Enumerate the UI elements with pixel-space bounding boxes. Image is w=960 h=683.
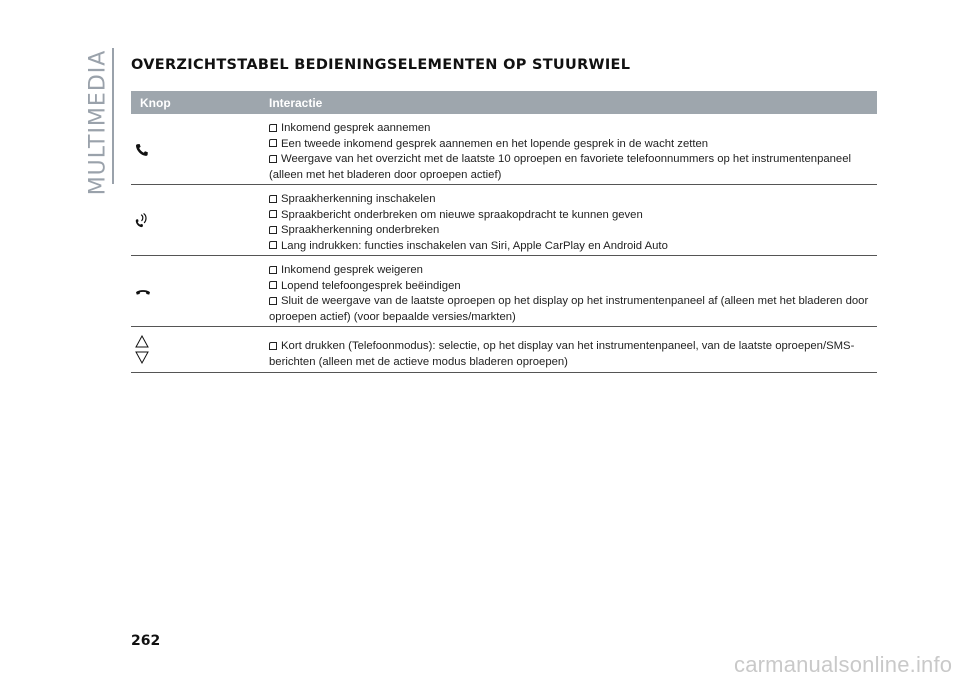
- bullet-icon: [269, 281, 277, 289]
- table-row: [131, 327, 877, 373]
- list-item: Spraakherkenning onderbreken: [269, 223, 877, 239]
- bullet-icon: [269, 155, 277, 163]
- header-interactie: Interactie: [269, 95, 323, 110]
- page-title: OVERZICHTSTABEL BEDIENINGSELEMENTEN OP STUURWIEL: [131, 57, 631, 73]
- table-row: [131, 185, 877, 256]
- list-item: Sluit de weergave van de laatste oproepen op het display op het instrumentenpaneel af (alleen met het bladeren door oproepen actief) (voor bepaalde versies/markten): [269, 295, 869, 323]
- section-rule: [112, 48, 114, 184]
- knop-cell: [131, 192, 269, 249]
- table-header: [131, 91, 877, 114]
- list-item: Kort drukken (Telefoonmodus): selectie, op het display van het instrumentenpaneel, van de laatste oproepen/SMS-berichten (alleen met de actieve modus bladeren oproepen): [269, 340, 855, 368]
- page-number: 262: [131, 633, 161, 649]
- table-row: [131, 256, 877, 327]
- watermark: carmanualsonline.info: [734, 652, 953, 677]
- interactie-cell: [269, 121, 877, 181]
- interactie-cell: [269, 263, 877, 323]
- list-item: Inkomend gesprek aannemen: [269, 121, 877, 137]
- knop-cell: [131, 263, 269, 320]
- interactie-cell: [269, 334, 877, 366]
- knop-cell: [131, 121, 269, 178]
- bullet-icon: [269, 210, 277, 218]
- section-label: MULTIMEDIA: [85, 49, 111, 195]
- list-item: Weergave van het overzicht met de laatste 10 oproepen en favoriete telefoonnummers op het instrumentenpaneel (alleen met het bladeren door oproepen actief): [269, 153, 852, 181]
- voice-recognition-icon: [135, 213, 149, 229]
- bullet-icon: [269, 139, 277, 147]
- bullet-icon: [269, 266, 277, 274]
- list-item: Spraakherkenning inschakelen: [269, 192, 877, 208]
- bullet-icon: [269, 342, 277, 350]
- list-item: Een tweede inkomend gesprek aannemen en het lopende gesprek in de wacht zetten: [269, 137, 877, 153]
- controls-table: [131, 91, 877, 373]
- up-down-arrows-icon: [135, 335, 149, 365]
- interactie-cell: [269, 192, 877, 252]
- phone-hangup-icon: [135, 287, 151, 297]
- bullet-icon: [269, 297, 277, 305]
- bullet-icon: [269, 195, 277, 203]
- list-item: Spraakbericht onderbreken om nieuwe spraakopdracht te kunnen geven: [269, 208, 877, 224]
- list-item: Inkomend gesprek weigeren: [269, 263, 877, 279]
- knop-cell: [131, 334, 269, 366]
- list-item: Lopend telefoongesprek beëindigen: [269, 279, 877, 295]
- bullet-icon: [269, 226, 277, 234]
- bullet-icon: [269, 124, 277, 132]
- bullet-icon: [269, 241, 277, 249]
- list-item: Lang indrukken: functies inschakelen van Siri, Apple CarPlay en Android Auto: [269, 239, 877, 255]
- table-row: [131, 114, 877, 185]
- header-knop: Knop: [140, 95, 171, 110]
- phone-answer-icon: [135, 143, 149, 157]
